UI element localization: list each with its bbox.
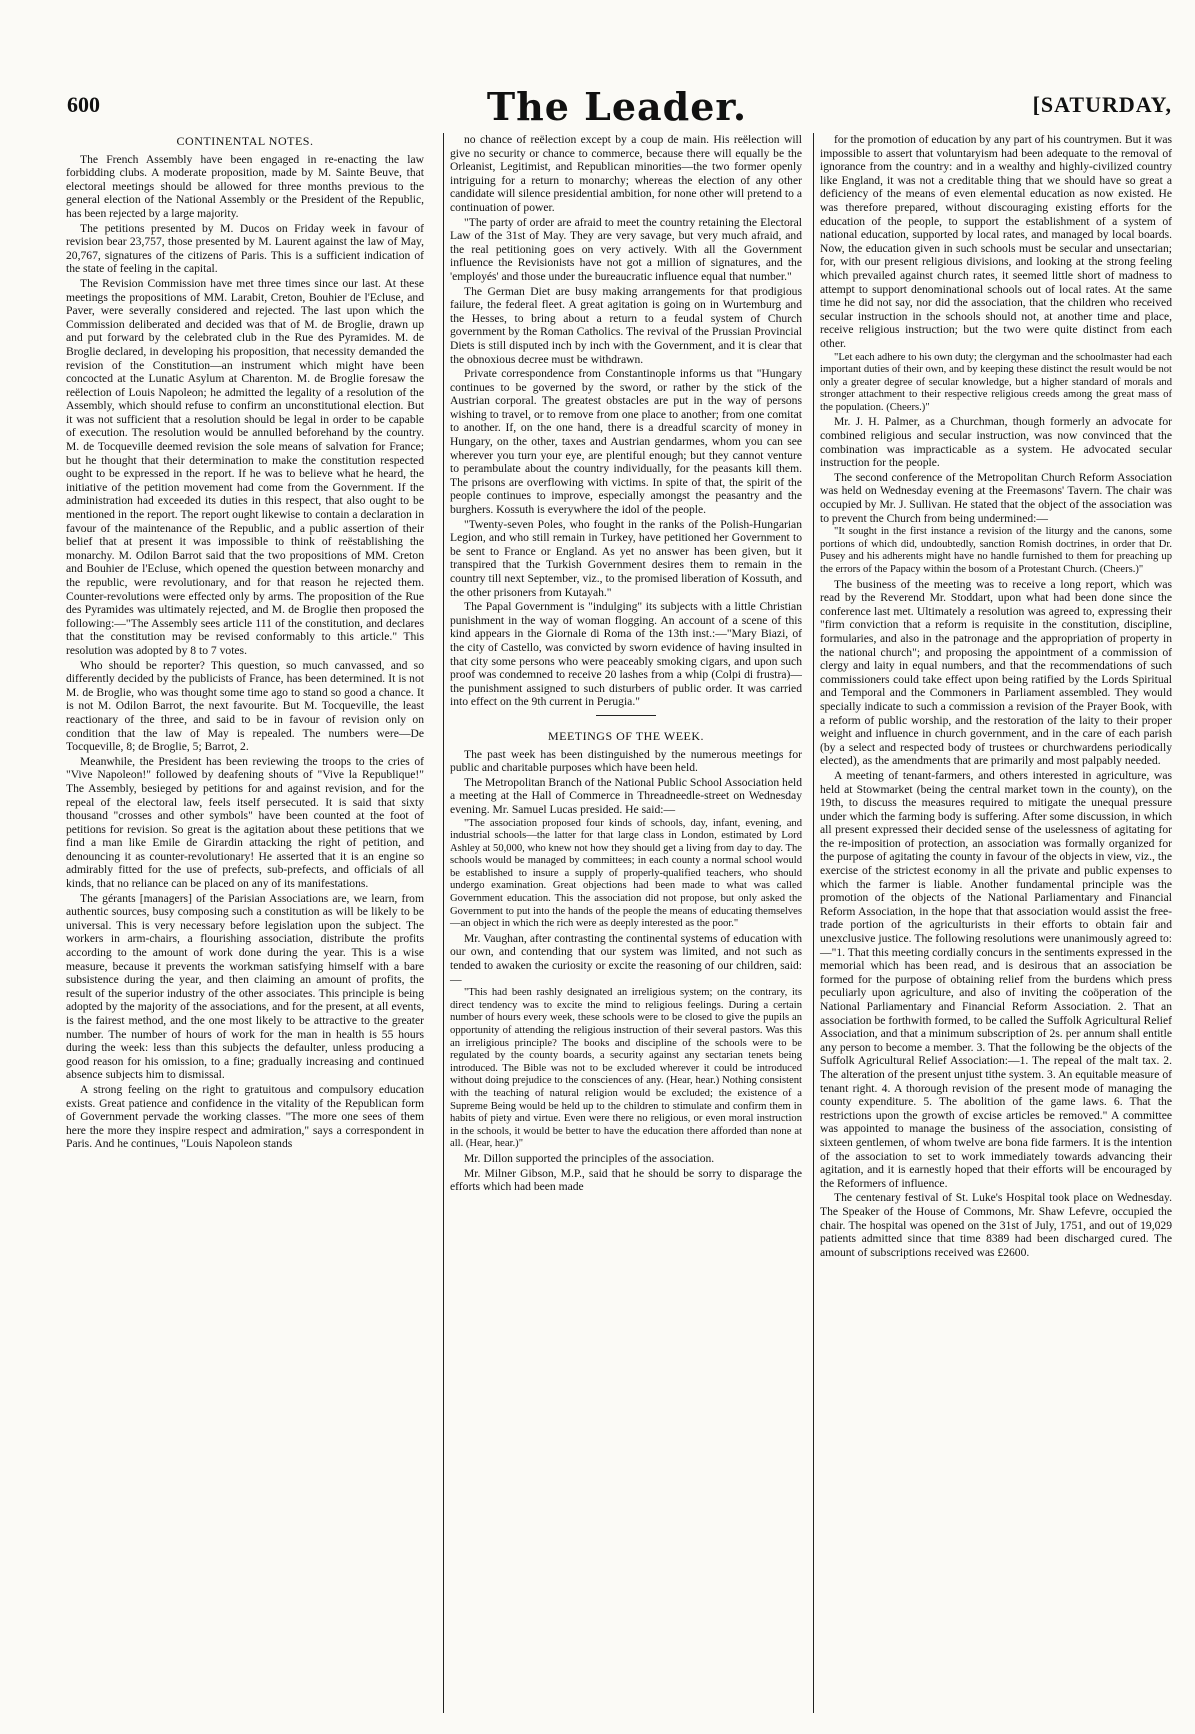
article-paragraph: The gérants [managers] of the Parisian Associations are, we learn, from authentic sources, busy composing such a constitution as will be likely to be universal. This is very necessary before legislation upon the subject. The workers in arm-chairs, a flourishing association, distribute the profits according to the amount of work done during the year. This is a wise measure, because it prevents the workman satisfying himself with a bare subsistence during the year, and then claiming an amount of profits, the result of the superior industry of the other associates. This principle is being adopted by the majority of the associations, and for the present, at all events, is the fairest method, and the one most likely to be attractive to the greater number. The number of hours of work for the man in health is 55 hours during the week: less than this subjects the defaulter, unless producing a good reason for his omission, to a fine; gradually increasing and continued absence subjects him to dismissal. xyxy=(66,891,424,1082)
article-paragraph: Mr. Dillon supported the principles of the association. xyxy=(464,1151,715,1165)
quoted-speech: "The association proposed four kinds of schools, day, infant, evening, and industrial schools—the latter for that large class in London, estimated by Lord Ashley at 50,000, who knew not how they should get a living from day to day. The schools would be managed by committees; in each county a normal school would be established to insure a supply of properly-qualified teachers, who should undergo examination. Great objections had been made to what was called Government education. This the association did not propose, but only asked the Government to put into the hands of the people the means of educating themselves—an object in which the rich were as deeply interested as the poor." xyxy=(450,817,802,930)
article-paragraph: The second conference of the Metropolitan Church Reform Association was held on Wednesday evening at the Freemasons' Tavern. The chair was occupied by Mr. J. Sullivan. He stated that the object of the association was to prevent the Church from being undermined:— xyxy=(820,470,1172,525)
article-paragraph: Mr. J. H. Palmer, as a Churchman, though formerly an advocate for combined religious and secular instruction, was now convinced that the combination was impracticable as a system. He advocated secular instruction for the people. xyxy=(820,415,1172,470)
article-paragraph: "The party of order are afraid to meet the country retaining the Electoral Law of the 31st of May. They are very savage, but very much afraid, and the real petitioning goes on very actively. With all the Government influence the Revisionists have not got a million of signatures, and the 'employés' and those under the bureaucratic influence equal that number." xyxy=(450,215,802,283)
quoted-speech: "This had been rashly designated an irreligious system; on the contrary, its direct tendency was to excite the mind to religious feelings. During a certain number of hours every week, these schools were to be closed to give the pupils an opportunity of attending the religious instruction of their several pastors. Was this an irreligious principle? The books and discipline of the schools were to be regulated by the county boards, a security against any sectarian tenets being introduced. The Bible was not to be excluded wherever it could be introduced without doing prejudice to the consciences of any. (Hear, hear.) Nothing consistent with the teaching of natural religion would be excluded; the existence of a Supreme Being would be held up to the children to stimulate and confirm them in habits of piety and virtue. Even were there no religious, or even moral instruction in the schools, it would be better to have the education there afforded than none at all. (Hear, hear.)" xyxy=(450,987,802,1150)
page-header xyxy=(62,80,1172,129)
article-paragraph: The business of the meeting was to receive a long report, which was read by the Reverend Mr. Stoddart, upon what had been done since the conference last met. Ultimately a resolution was agreed to, expressing their "firm conviction that a reform is requisite in the constitution, discipline, formularies, and also in the patronage and the appropriation of property in the national church"; and proposing the appointment of a commission of clergy and laity in equal numbers, and that the recommendations of such commissioners could take effect upon being ratified by the Lords Spiritual and Temporal and the Commoners in Parliament assembled. They would specially indicate to such a commission a revision of the Prayer Book, with a reform of public worship, and the restoration of the laity to their proper weight and influence in church government, and in the care of each parish (by a select and respected body of trustees or churchwardens periodically elected), as the amendments that are primarily and most palpably needed. xyxy=(820,577,1172,768)
dateline: [SATURDAY, xyxy=(1032,92,1172,117)
page-number: 600 xyxy=(67,92,100,117)
article-paragraph: Mr. Milner Gibson, M.P., said that he should be sorry to disparage the efforts which had been made xyxy=(450,1166,802,1194)
column-3 xyxy=(813,133,1172,1713)
article-paragraph: Mr. Vaughan, after contrasting the continental systems of education with our own, and contending that our system was limited, and not such as tended to awaken the curiosity or excite the reasoning of our children, said:— xyxy=(450,931,802,986)
article-paragraph: The Metropolitan Branch of the National Public School Association held a meeting at the Hall of Commerce in Threadneedle-street on Wednesday evening. Mr. Samuel Lucas presided. He said:— xyxy=(450,775,802,816)
masthead-title: The Leader. xyxy=(486,84,748,129)
section-divider xyxy=(596,715,656,716)
article-paragraph: no chance of reëlection except by a coup de main. His reëlection will give no security or chance to commerce, because there will equally be the Orleanist, Legitimist, and Republican minorities—the two former openly intriguing for a return to monarchy; whereas the election of any other candidate will silence presidential ambition, for none other will pretend to a continuation of power. xyxy=(450,133,802,214)
section-heading-continental-notes: CONTINENTAL NOTES. xyxy=(176,134,314,148)
quoted-speech: "Let each adhere to his own duty; the clergyman and the schoolmaster had each important duties of their own, and by keeping these distinct the result would be not only a greater degree of secular knowledge, but a higher standard of morals and stronger attachment to their respective religious creeds among the great mass of the population. (Cheers.)" xyxy=(820,351,1172,413)
article-paragraph: The petitions presented by M. Ducos on Friday week in favour of revision bear 23,757, those presented by M. Laurent against the law of May, 20,767, signatures of the citizens of Paris. This is a sufficient indication of the state of feeling in the capital. xyxy=(66,221,424,276)
article-paragraph: The Revision Commission have met three times since our last. At these meetings the propositions of MM. Larabit, Creton, Bouhier de l'Ecluse, and Paver, were severally considered and rejected. The last upon which the Commission deliberated and decided was that of M. de Broglie, drawn up and put forward by the celebrated club in the Rue des Pyramides. M. de Broglie declared, in developing his proposition, that necessity demanded the revision of the Constitution—an instrument which might have been concocted at the Lunatic Asylum at Charenton. M. de Broglie foresaw the reëlection of Louis Napoleon; he admitted the legality of a resolution of the Assembly, which should refuse to confirm an unconstitutional election. But it was not sufficient that a resolution should be legal in order to be capable of execution. The resolution would be annulled beforehand by the country. M. de Tocqueville deemed revision the sole means of salvation for France; but he thought that their determination to make the constitution respected ought to be expressed in the report. If he was to believe what he heard, the initiative of the petition movement had come from the Government. If the administration had exceeded its duties in this respect, that also ought to be mentioned in the report. The report ought likewise to contain a declaration in favour of the maintenance of the Republic, and a public assertion of their belief that at present it was impossible to think of reëstablishing the monarchy. M. Odilon Barrot said that the two propositions of MM. Creton and Bouhier de l'Ecluse, which opened the question between monarchy and the republic, were revolutionary, and for that reason he rejected them. Counter-revolutions were effected only by arms. The proposition of the Rue des Pyramides was ultimately rejected, and M. de Broglie then proposed the following:—"The Assembly sees article 111 of the constitution, and declares that the constitution may be revised conformably to this article." This resolution was adopted by 8 to 7 votes. xyxy=(66,276,424,657)
quoted-speech: "It sought in the first instance a revision of the liturgy and the canons, some portions of which did, undoubtedly, sanction Romish doctrines, in order that Dr. Pusey and his adherents might have no handle furnished to them for preaching up the errors of the Papacy within the bosom of a Protestant Church. (Cheers.)" xyxy=(820,526,1172,575)
article-paragraph: The German Diet are busy making arrangements for that prodigious failure, the federal fleet. A great agitation is going on in Wurtemburg and the Hesses, to bring about a return to a feudal system of Church government by the Roman Catholics. The revival of the Prussian Provincial Diets is still disputed inch by inch with the Government, and it is clear that the obnoxious decree must be withdrawn. xyxy=(450,284,802,366)
article-paragraph: The past week has been distinguished by the numerous meetings for public and charitable purposes which have been held. xyxy=(450,747,802,775)
column-1 xyxy=(66,133,424,1713)
article-paragraph: The Papal Government is "indulging" its subjects with a little Christian punishment in the way of woman flogging. An account of a scene of this kind appears in the Giornale di Roma of the 13th inst.:—"Mary Biazi, of the city of Castello, was convicted by sworn evidence of having insulted in that city some persons who were peaceably smoking cigars, and upon such proof was condemned to receive 20 lashes from a whip (Colpi di frustra)—the punishment assigned to such disturbers of public order. It was carried into effect on the 9th current in Perugia." xyxy=(450,600,802,709)
article-paragraph: A meeting of tenant-farmers, and others interested in agriculture, was held at Stowmarket (being the central market town in the county), on the 19th, to discuss the measures required to mitigate the unequal pressure under which the farming body is suffering. After some discussion, in which all present expressed their decided sense of the uselessness of agitating for the re-imposition of protection, an association was formally organized for the purpose of agitating the county in favour of the objects in view, viz., the exercise of the strictest economy in all the private and public expenses to which the farmer is liable. Another fundamental principle was the promotion of the objects of the National Parliamentary and Financial Reform Association, in the hope that that association would assist the free-trade portion of the agriculturists in their efforts to obtain fair and unexclusive justice. The following resolutions were unanimously agreed to:—"1. That this meeting cordially concurs in the sentiments expressed in the memorial which has been read, and is desirous that an association be formed for the purpose of obtaining relief from the burdens which press peculiarly upon agriculture, and also of inviting the coöperation of the National Parliamentary and Financial Reform Association. 2. That an association be forthwith formed, to be called the Suffolk Agricultural Relief Association, and that a minimum subscription of 2s. per annum shall entitle any person to become a member. 3. That the following be the objects of the Suffolk Agricultural Relief Association:—1. The repeal of the malt tax. 2. The alteration of the present unjust tithe system. 3. An equitable measure of tenant right. 4. A thorough revision of the present mode of managing the county expenditure. 5. The abolition of the game laws. 6. That the restrictions upon the growth of excise articles be removed." A committee was appointed to manage the business of the association, consisting of sixteen gentlemen, of whom twelve are bona fide farmers. It is the intention of the association to set to work immediately towards advancing their agitation, and it is earnestly hoped that their efforts will be encouraged by the Reformers of influence. xyxy=(820,768,1172,1190)
article-paragraph: for the promotion of education by any part of his countrymen. But it was impossible to assert that voluntaryism had been adequate to the removal of ignorance from the country: and in a wealthy and highly-civilized country like England, it was not a creditable thing that we should have so great a deficiency of the means of even elemental education as now existed. He was therefore prepared, without discouraging existing efforts for the education of the people, to support the establishment of a system of national education, supported by local rates, and managed by local boards. Now, the education given in such schools must be secular and unsectarian; for, with our present religious divisions, and looking at the strong feeling which prevailed against church rates, it seemed little short of madness to attempt to support denominational schools out of local rates. At the same time he did not say, nor did the association, that the children who received secular instruction in the schools should not, at another time and place, receive religious instruction; but the two were quite distinct from each other. xyxy=(820,133,1172,350)
article-paragraph: The French Assembly have been engaged in re-enacting the law forbidding clubs. A moderate proposition, made by M. Sainte Beuve, that electoral meetings should be allowed for three months previous to the general election of the National Assembly or the President of the Republic, has been rejected by a large majority. xyxy=(66,152,424,220)
column-2 xyxy=(443,133,802,1713)
article-paragraph: The centenary festival of St. Luke's Hospital took place on Wednesday. The Speaker of the House of Commons, Mr. Shaw Lefevre, occupied the chair. The hospital was opened on the 31st of July, 1751, and out of 19,029 patients admitted since that time 8389 had been discharged cured. The amount of subscriptions received was £2600. xyxy=(820,1191,1172,1259)
section-heading-meetings: MEETINGS OF THE WEEK. xyxy=(547,728,705,743)
article-paragraph: Who should be reporter? This question, so much canvassed, and so differently decided by the publicists of France, has been determined. It is not M. de Broglie, who was thought some time ago to stand so good a chance. It is not M. Odilon Barrot, the next favourite. But M. Tocqueville, the least reactionary of the three, and said to be in favour of revision only on condition that the law of May is repealed. The numbers were—De Tocqueville, 8; de Broglie, 5; Barrot, 2. xyxy=(66,658,424,754)
article-paragraph: "Twenty-seven Poles, who fought in the ranks of the Polish-Hungarian Legion, and who still remain in Turkey, have petitioned her Government to be sent to France or England. As yet no answer has been given, but it transpired that the Turkish Government desires them to remain in the country till next September, viz., to the promised liberation of Kossuth, and the other prisoners from Kutayah." xyxy=(450,517,802,599)
article-paragraph: Private correspondence from Constantinople informs us that "Hungary continues to be governed by the sword, or rather by the stick of the Austrian corporal. The greatest obstacles are put in the way of persons wishing to travel, or to remove from one place to another; from one comitat to another. If, on the one hand, there is a dreadful scarcity of money in Hungary, on the other, taxes and Austrian gendarmes, whom you can see wherever you turn your eye, are plentiful enough; but they cannot venture to perambulate about the country individually, for the peasants kill them. The prisons are overflowing with victims. In spite of that, the spirit of the people continues to improve, especially amongst the peasantry and the burghers. Kossuth is everywhere the idol of the people. xyxy=(450,367,802,517)
article-paragraph: Meanwhile, the President has been reviewing the troops to the cries of "Vive Napoleon!" followed by deafening shouts of "Vive la Republique!" The Assembly, besieged by petitions for and against revision, and for the repeal of the electoral law, feels itself persecuted. It is said that sixty thousand "crosses and other symbols" have been counted at the foot of petitions for revision. So great is the agitation about these petitions that we find a man like Emile de Girardin attacking the right of petition, and denouncing it as counter-revolutionary! He asserted that it is an engine so admirably fitted for the use of prefects, sub-prefects, and officials of all kinds, that no reliance can be placed on any of its manifestations. xyxy=(66,754,424,891)
article-paragraph: A strong feeling on the right to gratuitous and compulsory education exists. Great patience and confidence in the vitality of the Republican form of Government pervade the working classes. "The more one sees of them here the more they inspire respect and admiration," says a correspondent in Paris. And he continues, "Louis Napoleon stands xyxy=(66,1082,424,1151)
